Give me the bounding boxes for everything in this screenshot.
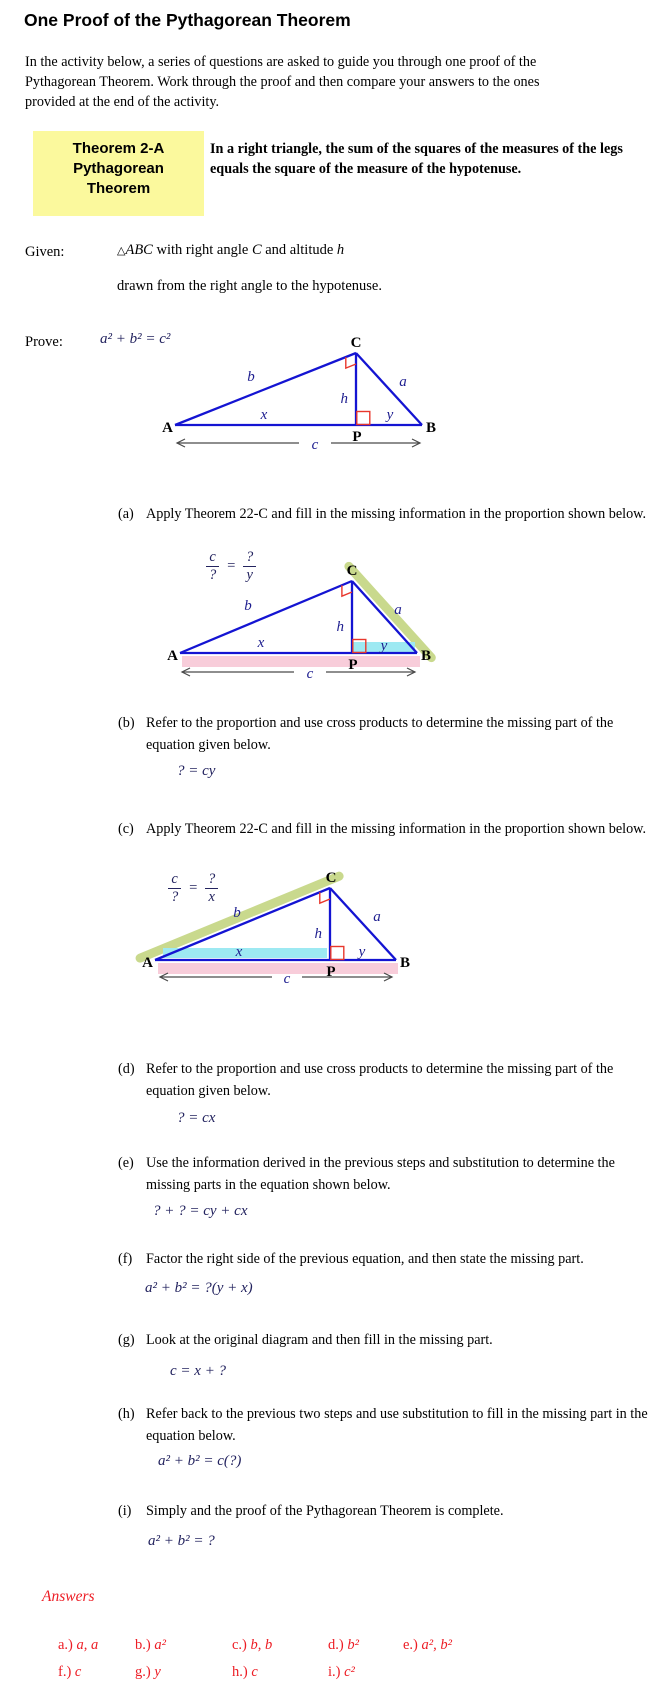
vertex-label-b: B (421, 648, 432, 664)
triangle-name: ABC (125, 242, 153, 258)
side-label-b: b (247, 369, 255, 385)
proportion-a-num2: ? (243, 549, 256, 567)
question-i-tag: (i) (118, 1503, 132, 1519)
question-g-text: Look at the original diagram and then fill in the missing part. (146, 1332, 493, 1348)
equation-i: a² + b² = ? (148, 1533, 215, 1549)
right-angle-mark-p (331, 947, 344, 960)
question-e (118, 1152, 649, 1196)
answer-e: e.) a², b² (403, 1637, 452, 1653)
question-f-tag: (f) (118, 1251, 133, 1267)
question-g-tag: (g) (118, 1332, 135, 1348)
answer-b: b.) a² (135, 1637, 166, 1653)
question-a-tag: (a) (118, 506, 134, 522)
equation-d: ? = cx (177, 1110, 216, 1126)
proportion-a-num1: c (206, 549, 218, 567)
altitude-var: h (336, 242, 345, 258)
side-label-y: y (358, 944, 366, 960)
side-label-y: y (386, 407, 394, 423)
right-angle-mark-c (346, 357, 356, 368)
given-label: Given: (25, 244, 65, 260)
highlight-pink-ab (182, 656, 420, 667)
side-label-c: c (311, 437, 319, 453)
equation-f: a² + b² = ?(y + x) (145, 1280, 253, 1296)
question-d (118, 1058, 649, 1102)
question-h-tag: (h) (118, 1406, 135, 1422)
theorem-statement: In a right triangle, the sum of the squares of the measures of the legs equals the square of the measure of the hypotenuse. (210, 141, 623, 177)
question-e-text: Use the information derived in the previous steps and substitution to determine the missing parts in the equation shown below. (146, 1155, 615, 1193)
prove-label: Prove: (25, 334, 63, 350)
equation-g: c = x + ? (170, 1363, 227, 1379)
proportion-c-num1: c (168, 871, 180, 889)
question-b-text: Refer to the proportion and use cross products to determine the missing part of the equation given below. (146, 715, 614, 753)
vertex-label-b: B (400, 955, 411, 971)
side-ac (180, 581, 352, 653)
theorem-box (33, 131, 204, 216)
vertex-label-p: P (352, 429, 362, 445)
side-label-c: c (283, 971, 291, 987)
highlight-pink-ab (158, 963, 398, 974)
proportion-c-num2: ? (205, 871, 218, 889)
answer-h: h.) c (232, 1664, 258, 1680)
diagram-question-c (120, 845, 440, 995)
equation-h: a² + b² = c(?) (158, 1453, 242, 1469)
answer-d: d.) b² (328, 1637, 359, 1653)
diagram-prove (140, 330, 460, 458)
question-c-text: Apply Theorem 22-C and fill in the missing information in the proportion shown below. (146, 821, 647, 837)
prove-equation: a² + b² = c² (100, 331, 171, 347)
side-label-a: a (373, 909, 381, 925)
answer-a: a.) a, a (58, 1637, 99, 1653)
question-i-text: Simply and the proof of the Pythagorean Theorem is complete. (146, 1503, 504, 1519)
answers-heading: Answers (42, 1588, 95, 1605)
question-b (118, 712, 649, 756)
side-label-x: x (235, 944, 243, 960)
vertex-label-c: C (346, 563, 358, 579)
side-label-a: a (394, 602, 402, 618)
proportion-a-den1: ? (209, 567, 217, 583)
side-label-b: b (233, 905, 241, 921)
given-line2: drawn from the right angle to the hypotenuse. (117, 278, 382, 294)
given-line1: △ABC with right angle C and altitude h (117, 242, 345, 258)
vertex-label-b: B (426, 420, 437, 436)
question-i (118, 1500, 649, 1522)
diagram-question-a (130, 540, 460, 692)
question-d-text: Refer to the proportion and use cross products to determine the missing part of the equation given below. (146, 1061, 614, 1099)
answer-g: g.) y (135, 1664, 161, 1680)
right-angle-mark-p (357, 412, 370, 425)
equals-sign: = (226, 558, 237, 574)
vertex-label-p: P (326, 964, 336, 980)
vertex-label-a: A (162, 420, 173, 436)
proportion-c-den2: x (208, 889, 215, 905)
side-label-a: a (399, 374, 407, 390)
question-g (118, 1329, 649, 1351)
page-title: One Proof of the Pythagorean Theorem (24, 10, 351, 30)
side-label-x: x (260, 407, 268, 423)
side-label-h: h (340, 391, 348, 407)
equals-sign: = (188, 880, 199, 896)
question-c (118, 818, 649, 840)
answer-c: c.) b, b (232, 1637, 273, 1653)
side-label-b: b (244, 598, 252, 614)
question-b-tag: (b) (118, 715, 135, 731)
question-e-tag: (e) (118, 1155, 134, 1171)
question-a-text: Apply Theorem 22-C and fill in the missing information in the proportion shown below. (146, 506, 647, 522)
answer-f: f.) c (58, 1664, 82, 1680)
proportion-c-den1: ? (171, 889, 179, 905)
equation-b: ? = cy (177, 763, 216, 779)
side-label-h: h (336, 619, 344, 635)
theorem-box-line1: Theorem 2-A (72, 140, 165, 157)
question-h-text: Refer back to the previous two steps and use substitution to fill in the missing part in the equation below. (146, 1406, 648, 1444)
question-f (118, 1248, 649, 1270)
vertex-label-a: A (142, 955, 153, 971)
question-f-text: Factor the right side of the previous equation, and then state the missing part. (146, 1251, 584, 1267)
right-angle-mark-c (342, 585, 352, 596)
vertex-label-c: C (325, 870, 337, 886)
triangle-symbol: △ (117, 245, 126, 257)
side-label-y: y (380, 638, 388, 654)
answer-i: i.) c² (328, 1664, 355, 1680)
proportion-a-den2: y (246, 567, 253, 583)
angle-var: C (251, 242, 262, 258)
question-h (118, 1403, 649, 1447)
right-angle-mark-c (320, 892, 330, 903)
highlight-cyan-ap (163, 948, 327, 958)
side-label-x: x (257, 635, 265, 651)
question-d-tag: (d) (118, 1061, 135, 1077)
theorem-box-line3: Theorem (86, 180, 151, 197)
intro-paragraph: In the activity below, a series of questions are asked to guide you through one proof of the Pythagorean Theorem. Work through the proof and then compare your answers to the ones provided at the end of the activity. (25, 54, 540, 110)
vertex-label-p: P (348, 657, 358, 673)
question-c-tag: (c) (118, 821, 134, 837)
vertex-label-a: A (167, 648, 178, 664)
question-a (118, 503, 649, 525)
side-label-c: c (306, 666, 314, 682)
side-label-h: h (314, 926, 322, 942)
vertex-label-c: C (350, 335, 362, 351)
equation-e: ? + ? = cy + cx (153, 1203, 248, 1219)
theorem-box-line2: Pythagorean (73, 160, 164, 177)
